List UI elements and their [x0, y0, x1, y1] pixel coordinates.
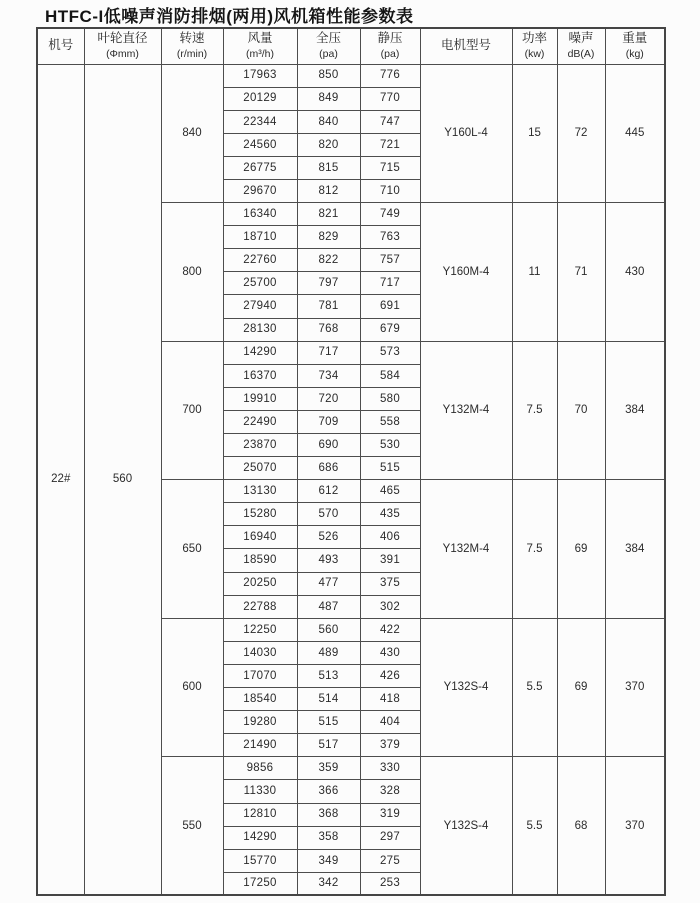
motor-model-cell: Y132S-4 — [420, 618, 512, 757]
total-pressure-cell: 612 — [297, 480, 360, 503]
motor-model-cell: Y132M-4 — [420, 480, 512, 619]
table-body — [37, 64, 665, 895]
air-volume-cell: 18590 — [223, 549, 297, 572]
static-pressure-cell: 406 — [360, 526, 420, 549]
air-volume-cell: 9856 — [223, 757, 297, 780]
col-header-machine-no — [37, 28, 84, 64]
static-pressure-cell: 253 — [360, 872, 420, 895]
speed-cell: 840 — [161, 64, 223, 203]
speed-cell: 800 — [161, 203, 223, 342]
static-pressure-cell: 770 — [360, 87, 420, 110]
static-pressure-cell: 580 — [360, 387, 420, 410]
static-pressure-cell: 584 — [360, 364, 420, 387]
air-volume-cell: 13130 — [223, 480, 297, 503]
air-volume-cell: 17963 — [223, 64, 297, 87]
weight-cell: 370 — [605, 757, 665, 896]
col-header-label: 噪声 — [568, 31, 594, 46]
motor-model-cell: Y132M-4 — [420, 341, 512, 480]
table-header — [37, 28, 665, 64]
static-pressure-cell: 275 — [360, 849, 420, 872]
total-pressure-cell: 829 — [297, 226, 360, 249]
motor-model-cell: Y160M-4 — [420, 203, 512, 342]
weight-cell: 430 — [605, 203, 665, 342]
col-header-unit: (kw) — [524, 48, 545, 60]
total-pressure-cell: 812 — [297, 179, 360, 202]
col-header-unit: (pa) — [319, 48, 338, 60]
air-volume-cell: 22760 — [223, 249, 297, 272]
static-pressure-cell: 319 — [360, 803, 420, 826]
total-pressure-cell: 797 — [297, 272, 360, 295]
power-cell: 5.5 — [512, 757, 557, 896]
static-pressure-cell: 530 — [360, 434, 420, 457]
total-pressure-cell: 720 — [297, 387, 360, 410]
noise-cell: 69 — [557, 618, 605, 757]
air-volume-cell: 18710 — [223, 226, 297, 249]
air-volume-cell: 19280 — [223, 711, 297, 734]
total-pressure-cell: 493 — [297, 549, 360, 572]
power-cell: 11 — [512, 203, 557, 342]
noise-cell: 71 — [557, 203, 605, 342]
static-pressure-cell: 404 — [360, 711, 420, 734]
static-pressure-cell: 710 — [360, 179, 420, 202]
total-pressure-cell: 717 — [297, 341, 360, 364]
noise-cell: 69 — [557, 480, 605, 619]
air-volume-cell: 19910 — [223, 387, 297, 410]
static-pressure-cell: 328 — [360, 780, 420, 803]
static-pressure-cell: 435 — [360, 503, 420, 526]
air-volume-cell: 16340 — [223, 203, 297, 226]
noise-cell: 70 — [557, 341, 605, 480]
total-pressure-cell: 515 — [297, 711, 360, 734]
machine-no-cell: 22# — [37, 64, 84, 895]
col-header-motor-model — [420, 28, 512, 64]
total-pressure-cell: 734 — [297, 364, 360, 387]
air-volume-cell: 14290 — [223, 341, 297, 364]
air-volume-cell: 12810 — [223, 803, 297, 826]
static-pressure-cell: 422 — [360, 618, 420, 641]
static-pressure-cell: 465 — [360, 480, 420, 503]
air-volume-cell: 25070 — [223, 457, 297, 480]
air-volume-cell: 28130 — [223, 318, 297, 341]
col-header-unit: (kg) — [625, 48, 644, 60]
static-pressure-cell: 558 — [360, 410, 420, 433]
air-volume-cell: 14290 — [223, 826, 297, 849]
air-volume-cell: 23870 — [223, 434, 297, 457]
total-pressure-cell: 840 — [297, 110, 360, 133]
air-volume-cell: 20250 — [223, 572, 297, 595]
col-header-label: 静压 — [377, 31, 403, 46]
total-pressure-cell: 368 — [297, 803, 360, 826]
static-pressure-cell: 302 — [360, 595, 420, 618]
static-pressure-cell: 763 — [360, 226, 420, 249]
power-cell: 5.5 — [512, 618, 557, 757]
col-header-label: 转速 — [179, 31, 205, 46]
speed-cell: 550 — [161, 757, 223, 896]
air-volume-cell: 16370 — [223, 364, 297, 387]
col-header-power — [512, 28, 557, 64]
total-pressure-cell: 489 — [297, 641, 360, 664]
total-pressure-cell: 821 — [297, 203, 360, 226]
col-header-label: 功率 — [521, 31, 547, 46]
static-pressure-cell: 391 — [360, 549, 420, 572]
total-pressure-cell: 820 — [297, 133, 360, 156]
air-volume-cell: 11330 — [223, 780, 297, 803]
fan-performance-table — [36, 27, 666, 896]
static-pressure-cell: 330 — [360, 757, 420, 780]
air-volume-cell: 27940 — [223, 295, 297, 318]
static-pressure-cell: 721 — [360, 133, 420, 156]
total-pressure-cell: 781 — [297, 295, 360, 318]
header-row — [37, 28, 665, 64]
motor-model-cell: Y132S-4 — [420, 757, 512, 896]
total-pressure-cell: 514 — [297, 688, 360, 711]
total-pressure-cell: 366 — [297, 780, 360, 803]
col-header-label: 电机型号 — [440, 38, 491, 53]
col-header-unit: (pa) — [380, 48, 400, 60]
total-pressure-cell: 709 — [297, 410, 360, 433]
total-pressure-cell: 560 — [297, 618, 360, 641]
noise-cell: 72 — [557, 64, 605, 203]
total-pressure-cell: 850 — [297, 64, 360, 87]
col-header-unit: (m³/h) — [246, 48, 274, 60]
col-header-static-pressure — [360, 28, 420, 64]
static-pressure-cell: 776 — [360, 64, 420, 87]
col-header-unit: (Φmm) — [106, 48, 139, 60]
air-volume-cell: 18540 — [223, 688, 297, 711]
weight-cell: 370 — [605, 618, 665, 757]
air-volume-cell: 29670 — [223, 179, 297, 202]
motor-model-cell: Y160L-4 — [420, 64, 512, 203]
air-volume-cell: 22344 — [223, 110, 297, 133]
static-pressure-cell: 573 — [360, 341, 420, 364]
static-pressure-cell: 715 — [360, 156, 420, 179]
total-pressure-cell: 849 — [297, 87, 360, 110]
air-volume-cell: 15280 — [223, 503, 297, 526]
air-volume-cell: 15770 — [223, 849, 297, 872]
air-volume-cell: 20129 — [223, 87, 297, 110]
air-volume-cell: 17250 — [223, 872, 297, 895]
total-pressure-cell: 768 — [297, 318, 360, 341]
air-volume-cell: 25700 — [223, 272, 297, 295]
col-header-label: 叶轮直径 — [97, 31, 148, 46]
total-pressure-cell: 526 — [297, 526, 360, 549]
total-pressure-cell: 686 — [297, 457, 360, 480]
static-pressure-cell: 717 — [360, 272, 420, 295]
col-header-unit: dB(A) — [567, 48, 595, 60]
speed-cell: 650 — [161, 480, 223, 619]
static-pressure-cell: 749 — [360, 203, 420, 226]
total-pressure-cell: 359 — [297, 757, 360, 780]
col-header-speed — [161, 28, 223, 64]
impeller-diameter-cell: 560 — [84, 64, 161, 895]
static-pressure-cell: 418 — [360, 688, 420, 711]
total-pressure-cell: 517 — [297, 734, 360, 757]
air-volume-cell: 16940 — [223, 526, 297, 549]
total-pressure-cell: 690 — [297, 434, 360, 457]
power-cell: 15 — [512, 64, 557, 203]
col-header-label: 重量 — [622, 31, 648, 46]
col-header-unit: (r/min) — [176, 48, 208, 60]
total-pressure-cell: 513 — [297, 664, 360, 687]
air-volume-cell: 26775 — [223, 156, 297, 179]
speed-cell: 700 — [161, 341, 223, 480]
weight-cell: 445 — [605, 64, 665, 203]
static-pressure-cell: 297 — [360, 826, 420, 849]
air-volume-cell: 21490 — [223, 734, 297, 757]
weight-cell: 384 — [605, 341, 665, 480]
power-cell: 7.5 — [512, 480, 557, 619]
col-header-label: 机号 — [48, 38, 74, 53]
air-volume-cell: 12250 — [223, 618, 297, 641]
air-volume-cell: 14030 — [223, 641, 297, 664]
col-header-weight — [605, 28, 665, 64]
page-title: HTFC-I低噪声消防排烟(两用)风机箱性能参数表 — [45, 7, 414, 26]
static-pressure-cell: 379 — [360, 734, 420, 757]
air-volume-cell: 22490 — [223, 410, 297, 433]
col-header-impeller-diameter — [84, 28, 161, 64]
total-pressure-cell: 477 — [297, 572, 360, 595]
static-pressure-cell: 426 — [360, 664, 420, 687]
total-pressure-cell: 570 — [297, 503, 360, 526]
total-pressure-cell: 349 — [297, 849, 360, 872]
col-header-label: 风量 — [247, 31, 273, 46]
table-row — [37, 64, 665, 87]
static-pressure-cell: 515 — [360, 457, 420, 480]
col-header-total-pressure — [297, 28, 360, 64]
col-header-air-volume — [223, 28, 297, 64]
total-pressure-cell: 342 — [297, 872, 360, 895]
weight-cell: 384 — [605, 480, 665, 619]
static-pressure-cell: 691 — [360, 295, 420, 318]
speed-cell: 600 — [161, 618, 223, 757]
air-volume-cell: 24560 — [223, 133, 297, 156]
total-pressure-cell: 487 — [297, 595, 360, 618]
total-pressure-cell: 822 — [297, 249, 360, 272]
static-pressure-cell: 679 — [360, 318, 420, 341]
total-pressure-cell: 815 — [297, 156, 360, 179]
air-volume-cell: 22788 — [223, 595, 297, 618]
static-pressure-cell: 757 — [360, 249, 420, 272]
static-pressure-cell: 430 — [360, 641, 420, 664]
col-header-label: 全压 — [315, 31, 341, 46]
noise-cell: 68 — [557, 757, 605, 896]
static-pressure-cell: 747 — [360, 110, 420, 133]
air-volume-cell: 17070 — [223, 664, 297, 687]
static-pressure-cell: 375 — [360, 572, 420, 595]
power-cell: 7.5 — [512, 341, 557, 480]
total-pressure-cell: 358 — [297, 826, 360, 849]
col-header-noise — [557, 28, 605, 64]
